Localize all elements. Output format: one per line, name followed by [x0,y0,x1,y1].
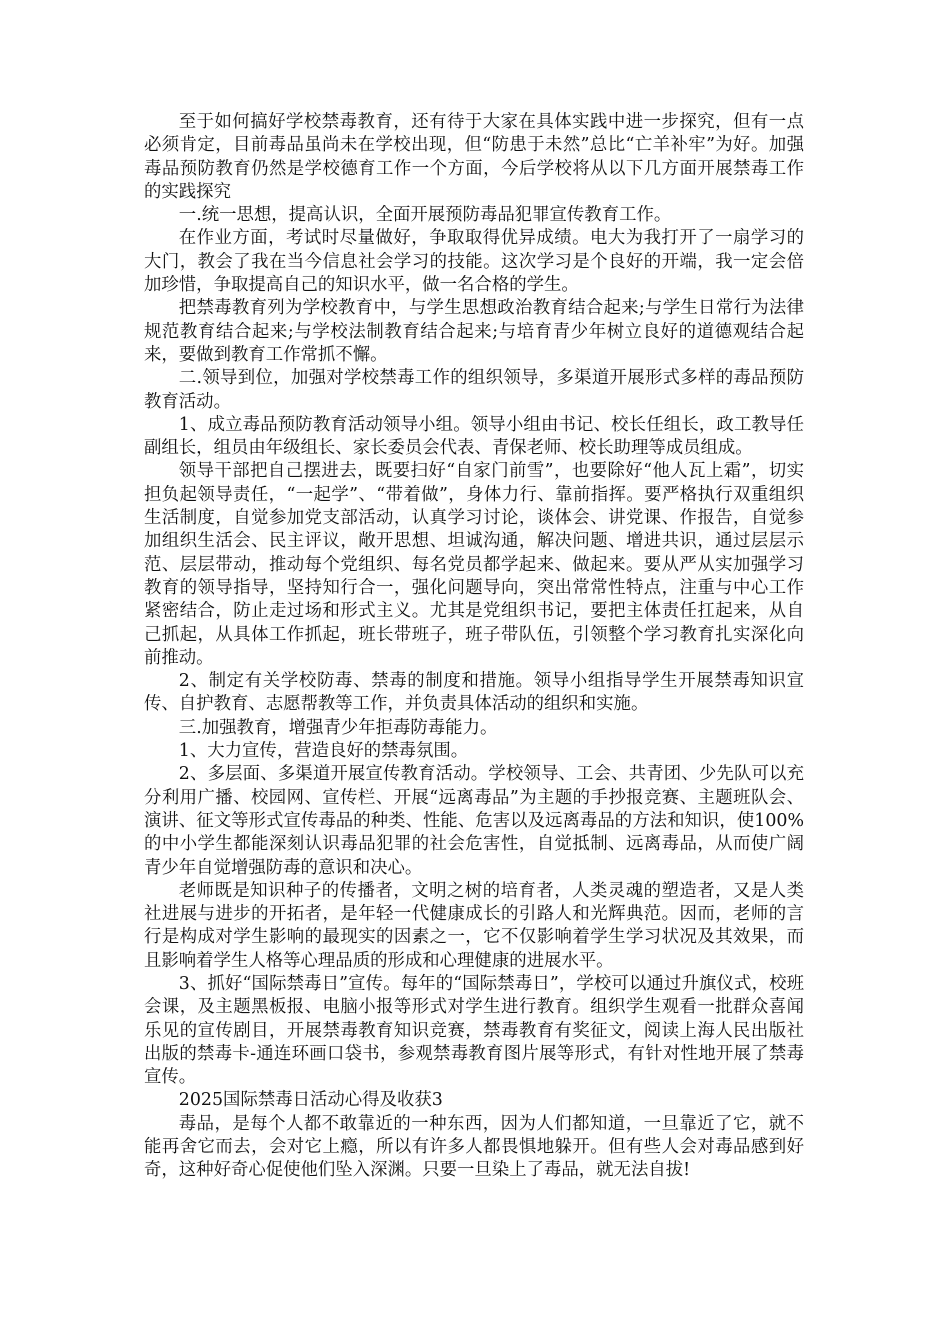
paragraph: 1、成立毒品预防教育活动领导小组。领导小组由书记、校长任组长，政工教导任副组长，组员由年级组长、家长委员会代表、青保老师、校长助理等成员组成。 [144,414,804,459]
section-heading: 二.领导到位，加强对学校禁毒工作的组织领导，多渠道开展形式多样的毒品预防教育活动。 [144,368,804,412]
article-title: 2025国际禁毒日活动心得及收获3 [178,1090,443,1111]
section-heading: 三.加强教育，增强青少年拒毒防毒能力。 [178,717,498,738]
paragraph: 领导干部把自己摆进去，既要扫好“自家门前雪”，也要除好“他人瓦上霜”，切实担负起领导责任，“一起学”、“带着做”，身体力行、靠前指挥。要严格执行双重组织生活制度，自觉参加党支部活动，认真学习讨论，谈体会、讲党课、作报告，自觉参加组织生活会、民主评议，敞开思想、坦诚沟通，解决问题、增进共识，通过层层示范、层层带动，推动每个党组织、每名党员都学起来、做起来。要从严从实加强学习教育的领导指导，坚持知行合一，强化问题导向，突出常常性特点，注重与中心工作紧密结合，防止走过场和形式主义。尤其是党组织书记，要把主体责任扛起来，从自己抓起，从具体工作抓起，班长带班子，班子带队伍，引领整个学习教育扎实深化向前推动。 [144,461,804,668]
paragraph: 2、多层面、多渠道开展宣传教育活动。学校领导、工会、共青团、少先队可以充分利用广播、校园网、宣传栏、开展“远离毒品”为主题的手抄报竞赛、主题班队会、演讲、征文等形式宣传毒品的种类、性能、危害以及远离毒品的方法和知识，使100%的中小学生都能深刻认识毒品犯罪的社会危害性，自觉抵制、远离毒品，从而使广阔青少年自觉增强防毒的意识和决心。 [144,764,804,878]
paragraph: 把禁毒教育列为学校教育中，与学生思想政治教育结合起来;与学生日常行为法律规范教育结合起来;与学校法制教育结合起来;与培育青少年树立良好的道德观结合起来，要做到教育工作常抓不懈。 [144,298,804,365]
paragraph: 2、制定有关学校防毒、禁毒的制度和措施。领导小组指导学生开展禁毒知识宣传、自护教育、志愿帮教等工作，并负责具体活动的组织和实施。 [144,671,804,715]
paragraph: 3、抓好“国际禁毒日”宣传。每年的“国际禁毒日”，学校可以通过升旗仪式，校班会课，及主题黑板报、电脑小报等形式对学生进行教育。组织学生观看一批群众喜闻乐见的宣传剧目，开展禁毒教育知识竞赛，禁毒教育有奖征文，阅读上海人民出版社出版的禁毒卡-通连环画口袋书，参观禁毒教育图片展等形式，有针对性地开展了禁毒宣传。 [144,973,804,1088]
paragraph: 至于如何搞好学校禁毒教育，还有待于大家在具体实践中进一步探究，但有一点必须肯定，目前毒品虽尚未在学校出现，但“防患于未然”总比“亡羊补牢”为好。加强毒品预防教育仍然是学校德育工作一个方面，今后学校将从以下几方面开展禁毒工作的实践探究 [144,112,804,202]
section-heading: 一.统一思想，提高认识，全面开展预防毒品犯罪宣传教育工作。 [178,205,672,226]
paragraph: 毒品，是每个人都不敢靠近的一种东西，因为人们都知道，一旦靠近了它，就不能再舍它而去，会对它上瘾，所以有许多人都畏惧地躲开。但有些人会对毒品感到好奇，这种好奇心促使他们坠入深渊。只要一旦染上了毒品，就无法自拔! [144,1113,804,1181]
paragraph: 老师既是知识种子的传播者，文明之树的培育者，人类灵魂的塑造者，又是人类社进展与进步的开拓者，是年轻一代健康成长的引路人和光辉典范。因而，老师的言行是构成对学生影响的最现实的因素之一，它不仅影响着学生学习状况及其效果，而且影响着学生人格等心理品质的形成和心理健康的进展水平。 [144,880,804,971]
paragraph: 1、大力宣传，营造良好的禁毒氛围。 [178,741,469,762]
paragraph: 在作业方面，考试时尽量做好，争取取得优异成绩。电大为我打开了一扇学习的大门，教会了我在当今信息社会学习的技能。这次学习是个良好的开端，我一定会倍加珍惜，争取提高自己的知识水平，做一名合格的学生。 [144,228,804,296]
document-body [144,111,804,1183]
